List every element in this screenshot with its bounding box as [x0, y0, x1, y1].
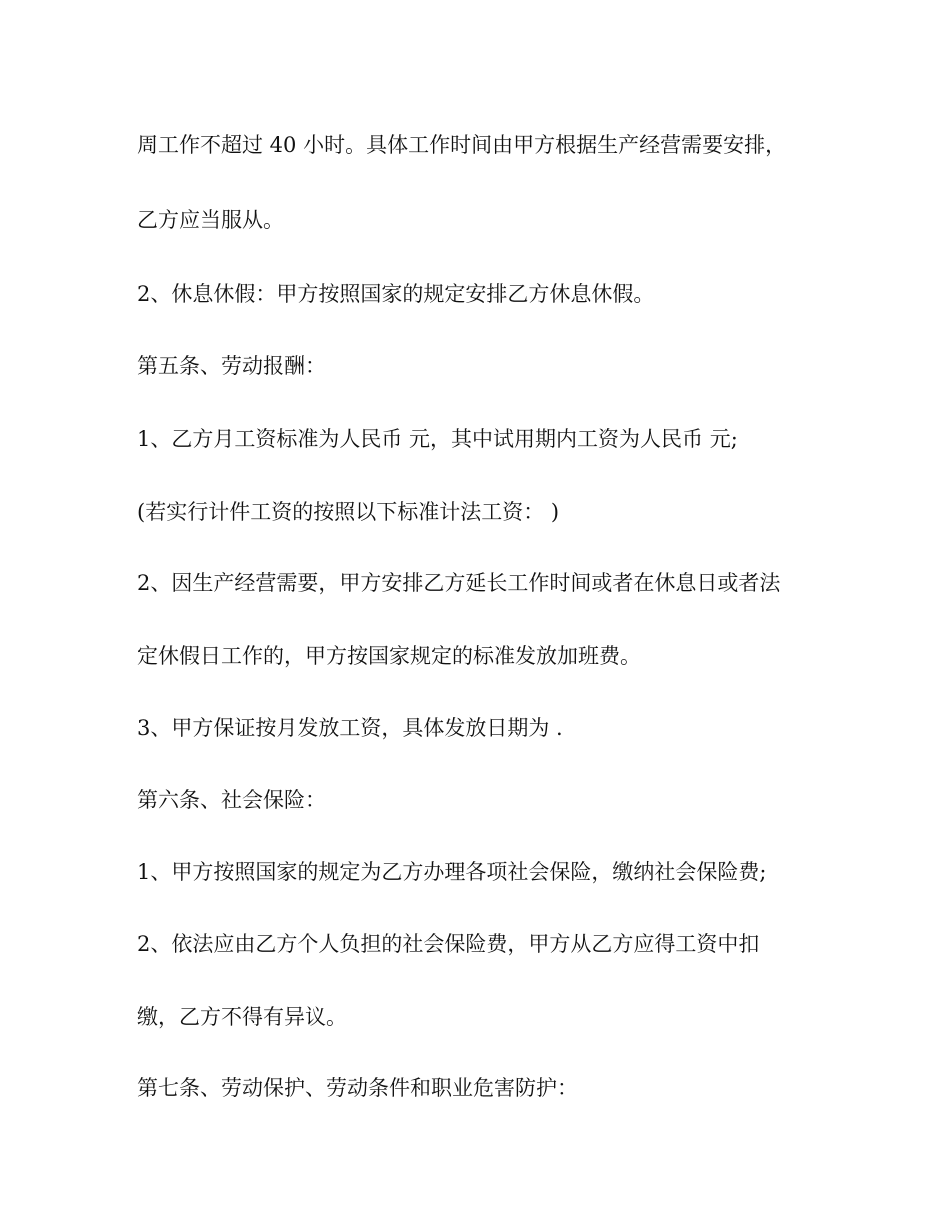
- text-line: 2、休息休假：甲方按照国家的规定安排乙方休息休假。: [137, 282, 655, 306]
- section-heading: 第七条、劳动保护、劳动条件和职业危害防护：: [137, 1076, 578, 1100]
- section-heading: 第五条、劳动报酬：: [137, 354, 326, 378]
- text-line: (若实行计件工资的按照以下标准计法工资： ): [137, 500, 560, 524]
- text-line: 乙方应当服从。: [137, 208, 284, 232]
- text-line: 周工作不超过 40 小时。具体工作时间由甲方根据生产经营需要安排，: [137, 133, 787, 157]
- text-line: 3、甲方保证按月发放工资，具体发放日期为 .: [137, 716, 563, 740]
- text-line: 1、甲方按照国家的规定为乙方办理各项社会保险，缴纳社会保险费;: [137, 860, 767, 884]
- text-line: 定休假日工作的，甲方按国家规定的标准发放加班费。: [137, 644, 641, 668]
- text-line: 缴，乙方不得有异议。: [137, 1005, 347, 1029]
- text-line: 2、因生产经营需要，甲方安排乙方延长工作时间或者在休息日或者法: [137, 571, 781, 595]
- text-line: 2、依法应由乙方个人负担的社会保险费，甲方从乙方应得工资中扣: [137, 932, 760, 956]
- text-line: 1、乙方月工资标准为人民币 元，其中试用期内工资为人民币 元;: [137, 427, 738, 451]
- section-heading: 第六条、社会保险：: [137, 788, 326, 812]
